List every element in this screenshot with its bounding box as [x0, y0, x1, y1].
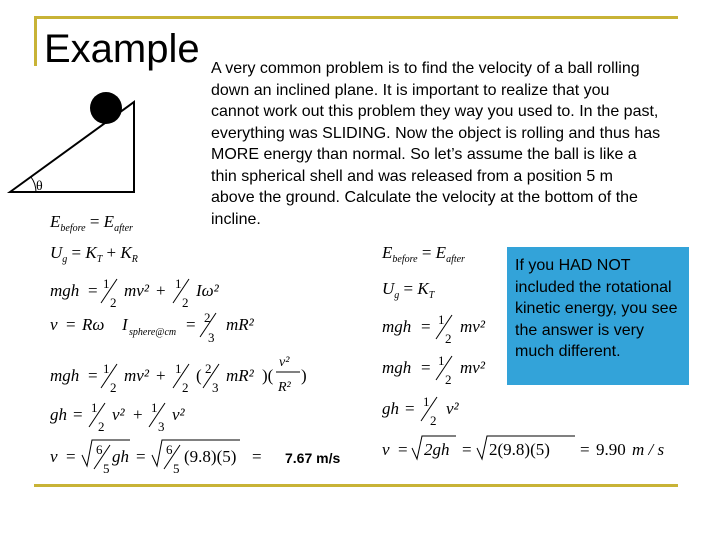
svg-text:=: =	[66, 447, 76, 466]
svg-text:3: 3	[158, 419, 165, 434]
left-eq-final-velocity	[50, 440, 262, 476]
angle-label: θ	[36, 179, 43, 194]
svg-text:mv²: mv²	[460, 317, 485, 336]
svg-text:(9.8)(5): (9.8)(5)	[184, 447, 237, 466]
right-eq-mgh-1	[382, 312, 486, 346]
svg-text:v²: v²	[446, 399, 459, 418]
svg-text:5: 5	[173, 461, 180, 476]
svg-text:mv²: mv²	[460, 358, 485, 377]
result-value: 7.67 m/s	[285, 450, 341, 466]
svg-text:=: =	[186, 315, 196, 334]
svg-text:Rω: Rω	[82, 315, 105, 334]
svg-text:=: =	[580, 440, 590, 459]
svg-text:3: 3	[212, 380, 219, 395]
svg-text:v: v	[50, 315, 58, 334]
slide-title: Example	[44, 27, 200, 71]
svg-text:v²: v²	[172, 405, 185, 424]
svg-text:+: +	[156, 281, 166, 300]
svg-text:3: 3	[208, 330, 215, 345]
svg-text:mv²: mv²	[124, 366, 149, 385]
right-eq-gh	[382, 394, 460, 428]
svg-text:=: =	[136, 447, 146, 466]
svg-text:Iω²: Iω²	[196, 281, 219, 300]
svg-text:2: 2	[110, 380, 117, 395]
svg-text:=: =	[88, 366, 98, 385]
svg-text:R²: R²	[278, 380, 291, 395]
svg-text:(: (	[196, 366, 202, 385]
svg-text:6: 6	[166, 442, 173, 457]
callout-box: If you HAD NOT included the rotational kinetic energy, you see the answer is very much different.	[507, 247, 689, 385]
svg-text:Ug = KT: $U_g = K_T$	[382, 279, 435, 301]
right-eq-mgh-2	[382, 353, 486, 387]
svg-text:1: 1	[103, 361, 110, 376]
svg-text:2: 2	[204, 310, 211, 325]
svg-text:mv²: mv²	[124, 281, 149, 300]
left-eq-energy-conservation	[49, 212, 133, 234]
svg-text:2(9.8)(5): 2(9.8)(5)	[489, 440, 550, 459]
svg-text:2: 2	[205, 361, 212, 376]
svg-text:I: I	[122, 315, 128, 334]
svg-text:v²: v²	[112, 405, 125, 424]
svg-text:9.90: 9.90	[596, 440, 626, 459]
left-eq-v-omega	[50, 310, 255, 345]
problem-statement: A very common problem is to find the velocity of a ball rolling down an inclined plane. It is important to realize that you cannot work out this problem they way you used to. In the past, everything was SLIDING. Now the object is rolling and thus has MORE energy than normal. So let’s assume the ball is like a thin spherical shell and was released from a position 5 m above the ground. Calculate the velocity at the bottom of the incline.	[211, 60, 661, 228]
svg-text:1: 1	[151, 400, 158, 415]
svg-text:=: =	[73, 405, 83, 424]
left-eq-gh	[50, 400, 186, 434]
svg-text:+: +	[156, 366, 166, 385]
svg-text:=: =	[398, 440, 408, 459]
svg-text:2: 2	[182, 295, 189, 310]
right-eq-final-velocity	[382, 436, 665, 459]
svg-text:=: =	[66, 315, 76, 334]
left-eq-substitution	[50, 355, 307, 395]
svg-text:5: 5	[103, 461, 110, 476]
right-eq-potential-kinetic	[382, 279, 436, 301]
svg-text:)(: )(	[262, 366, 274, 385]
svg-text:2: 2	[98, 419, 105, 434]
svg-text:gh: gh	[112, 447, 129, 466]
right-eq-energy-conservation	[381, 243, 465, 265]
svg-text:v: v	[382, 440, 390, 459]
svg-text:1: 1	[175, 276, 182, 291]
svg-text:1: 1	[438, 353, 445, 368]
svg-text:+: +	[133, 405, 143, 424]
svg-text:m / s: m / s	[632, 440, 665, 459]
svg-text:mR²: mR²	[226, 366, 254, 385]
svg-text:mgh: mgh	[382, 358, 412, 377]
svg-text:2: 2	[110, 295, 117, 310]
svg-text:1: 1	[423, 394, 430, 409]
svg-text:=: =	[421, 358, 431, 377]
svg-text:mR²: mR²	[226, 315, 254, 334]
svg-text:gh: gh	[50, 405, 67, 424]
left-eq-mgh	[50, 276, 220, 310]
svg-text:=: =	[405, 399, 415, 418]
left-eq-potential-kinetic	[50, 243, 138, 265]
svg-text:1: 1	[175, 361, 182, 376]
svg-text:2: 2	[445, 331, 452, 346]
svg-text:): )	[301, 366, 307, 385]
svg-text:gh: gh	[382, 399, 399, 418]
svg-text:Ebefore = Eafter: $E_{before} = E_{after}$	[50, 212, 133, 234]
svg-text:Ug = KT + KR: $U_g = K_T + K_R$	[50, 243, 138, 265]
svg-text:2: 2	[445, 372, 452, 387]
svg-text:=: =	[462, 440, 472, 459]
svg-text:1: 1	[438, 312, 445, 327]
svg-text:=: =	[252, 447, 262, 466]
svg-text:v²: v²	[279, 355, 290, 370]
svg-text:=: =	[88, 281, 98, 300]
svg-text:sphere@cm: sphere@cm	[129, 327, 177, 338]
svg-text:=: =	[421, 317, 431, 336]
svg-text:1: 1	[91, 400, 98, 415]
svg-text:mgh: mgh	[50, 366, 80, 385]
svg-text:6: 6	[96, 442, 103, 457]
svg-text:1: 1	[103, 276, 110, 291]
svg-text:v: v	[50, 447, 58, 466]
svg-text:2: 2	[430, 413, 437, 428]
svg-text:2gh: 2gh	[424, 440, 450, 459]
svg-text:2: 2	[182, 380, 189, 395]
svg-text:mgh: mgh	[382, 317, 412, 336]
svg-text:mgh: mgh	[50, 281, 80, 300]
svg-text:Ebefore = Eafter: $E_{before} = E_{after}$	[382, 243, 465, 265]
